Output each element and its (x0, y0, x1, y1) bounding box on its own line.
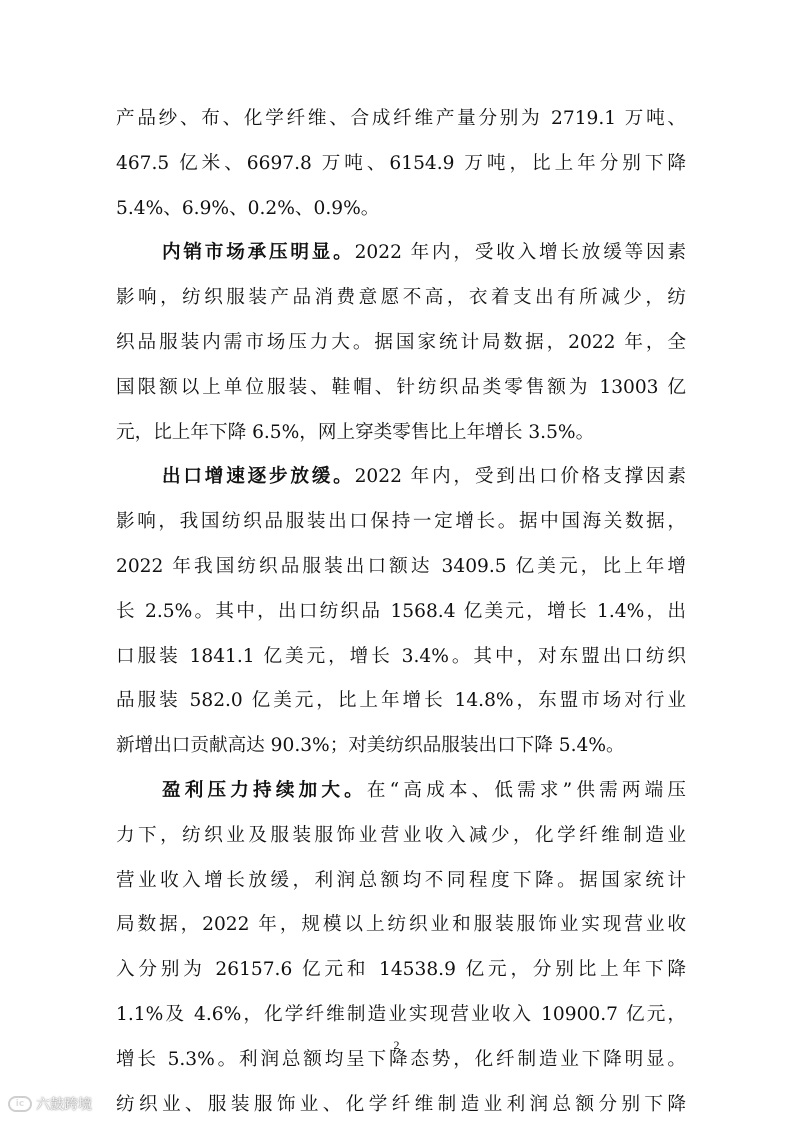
watermark (8, 1094, 92, 1114)
paragraph-text: 2022 年内，受到出口价格支撑因素 (354, 466, 686, 488)
paragraph-text: 2022 年内，受收入增长放缓等因素 (354, 242, 686, 264)
paragraph-line: 影响，纺织服装产品消费意愿不高，衣着支出有所减少，纺 (116, 287, 686, 309)
paragraph-line: 2022 年我国纺织品服装出口额达 3409.5 亿美元，比上年增 (116, 555, 686, 577)
paragraph-line: 织品服装内需市场压力大。据国家统计局数据，2022 年，全 (116, 331, 686, 353)
section-heading-exports: 出口增速逐步放缓。 (162, 466, 355, 488)
paragraph-line: 新增出口贡献高达 90.3%；对美纺织品服装出口下降 5.4%。 (116, 735, 625, 757)
paragraph-line: 局数据，2022 年，规模以上纺织业和服装服饰业实现营业收 (116, 914, 686, 936)
paragraph-line: 营业收入增长放缓，利润总额均不同程度下降。据国家统计 (116, 869, 686, 891)
watermark-logo-icon: ic (8, 1096, 32, 1112)
paragraph-line: 长 2.5%。其中，出口纺织品 1568.4 亿美元，增长 1.4%，出 (116, 600, 686, 622)
paragraph-line: 增长 5.3%。利润总额均呈下降态势，化纤制造业下降明显。 (116, 1048, 686, 1070)
paragraph-first-line (116, 231, 686, 276)
paragraph-text: 在“高成本、低需求”供需两端压 (366, 779, 686, 801)
paragraph-first-line (116, 455, 686, 500)
paragraph-line: 467.5 亿米、6697.8 万吨、6154.9 万吨，比上年分别下降 (116, 152, 686, 174)
watermark-text: 六鼓跨境 (36, 1097, 92, 1113)
section-heading-domestic-sales: 内销市场承压明显。 (162, 242, 355, 264)
page-number: 2 (393, 1038, 400, 1052)
paragraph-line: 产品纱、布、化学纤维、合成纤维产量分别为 2719.1 万吨、 (116, 108, 686, 129)
paragraph-line: 力下，纺织业及服装服饰业营业收入减少，化学纤维制造业 (116, 824, 686, 846)
paragraph-line: 1.1%及 4.6%，化学纤维制造业实现营业收入 10900.7 亿元， (116, 1003, 686, 1025)
paragraph-line: 品服装 582.0 亿美元，比上年增长 14.8%，东盟市场对行业 (116, 690, 686, 712)
paragraph-first-line (116, 769, 686, 814)
paragraph-line: 纺织业、服装服饰业、化学纤维制造业利润总额分别下降 (116, 1093, 686, 1115)
paragraph-line: 元，比上年下降 6.5%，网上穿类零售比上年增长 3.5%。 (116, 421, 595, 443)
paragraph-line: 影响，我国纺织品服装出口保持一定增长。据中国海关数据， (116, 511, 686, 533)
paragraph-line: 5.4%、6.9%、0.2%、0.9%。 (116, 197, 380, 219)
paragraph-line: 国限额以上单位服装、鞋帽、针纺织品类零售额为 13003 亿 (116, 376, 686, 398)
paragraph-line: 口服装 1841.1 亿美元，增长 3.4%。其中，对东盟出口纺织 (116, 645, 686, 667)
document-body (116, 97, 686, 1127)
section-heading-profit: 盈利压力持续加大。 (162, 779, 367, 801)
paragraph-line: 入分别为 26157.6 亿元和 14538.9 亿元，分别比上年下降 (116, 959, 686, 981)
